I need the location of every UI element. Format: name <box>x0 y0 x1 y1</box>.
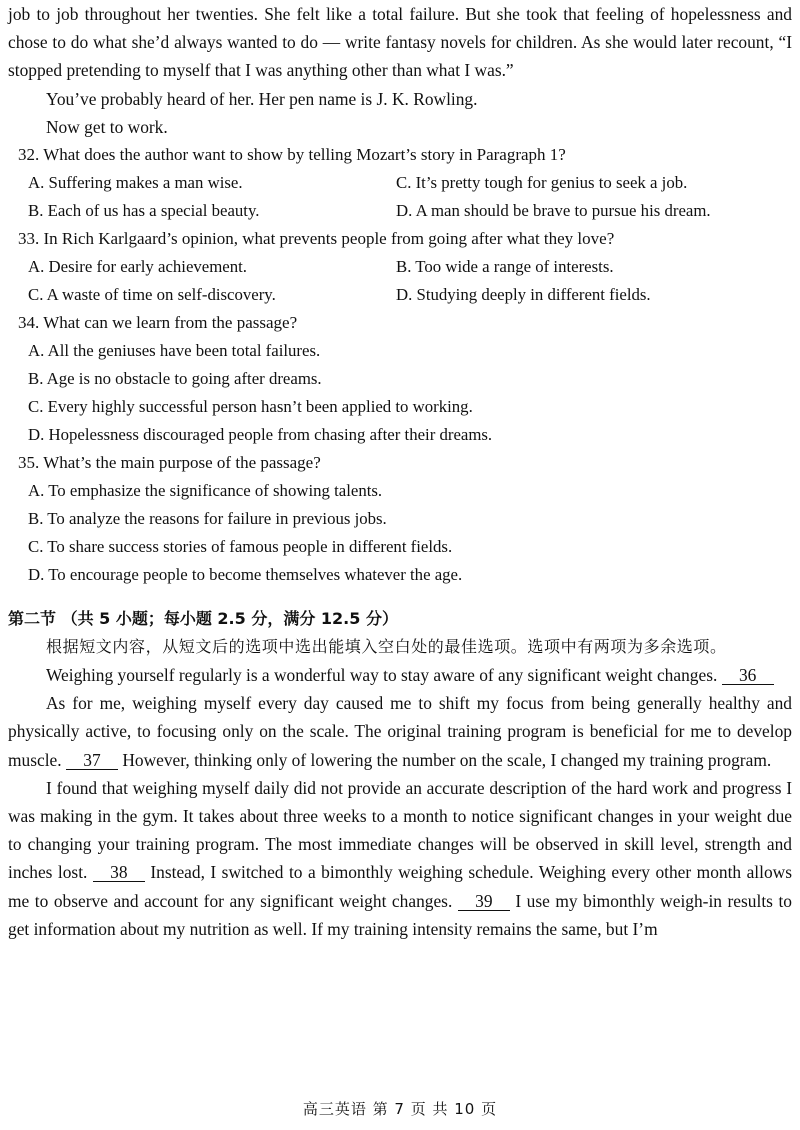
section-2-heading: 第二节 （共 5 小题；每小题 2.5 分，满分 12.5 分） <box>8 609 398 629</box>
question-32-stem: 32. What does the author want to show by telling Mozart’s story in Paragraph 1? <box>18 145 566 165</box>
passage-rowling-line: You’ve probably heard of her. Her pen name is J. K. Rowling. <box>46 88 478 109</box>
question-33-option-a[interactable]: A. Desire for early achievement. <box>28 257 247 277</box>
blank-38[interactable]: 38 <box>93 863 145 882</box>
section-2-instructions: 根据短文内容，从短文后的选项中选出能填入空白处的最佳选项。选项中有两项为多余选项。 <box>46 637 727 657</box>
question-32-option-b[interactable]: B. Each of us has a special beauty. <box>28 201 260 221</box>
question-33-option-c[interactable]: C. A waste of time on self-discovery. <box>28 285 276 305</box>
cloze-p3-text-before: I found that weighing myself daily did not provide an accurate description of the hard work and progress I was making in the gym. It takes about three weeks to a month to notice significant changes in your weight due to changing your training program. The most immediate changes will be observed in skill level, strength and inches lost. <box>8 777 792 883</box>
question-34-option-c[interactable]: C. Every highly successful person hasn’t been applied to working. <box>28 397 473 417</box>
cloze-p2-text-before: As for me, weighing myself every day caused me to shift my focus from being generally healthy and physically active, to focusing only on the scale. The original training program is beneficial for me to develop muscle. <box>8 693 792 770</box>
question-32-option-a[interactable]: A. Suffering makes a man wise. <box>28 173 243 193</box>
question-33-options-row-1 <box>8 253 792 281</box>
page-footer: 高三英语 第 7 页 共 10 页 <box>302 1100 498 1118</box>
question-33-option-b[interactable]: B. Too wide a range of interests. <box>396 257 614 277</box>
passage-closing-line: Now get to work. <box>46 116 168 137</box>
blank-36[interactable]: 36 <box>722 666 774 685</box>
cloze-paragraph-3 <box>8 774 792 943</box>
question-35-option-c[interactable]: C. To share success stories of famous people in different fields. <box>28 537 453 557</box>
question-32-options-row-1 <box>8 169 792 197</box>
question-34-stem: 34. What can we learn from the passage? <box>18 313 298 333</box>
blank-37[interactable]: 37 <box>66 751 118 770</box>
question-34-option-d[interactable]: D. Hopelessness discouraged people from chasing after their dreams. <box>28 425 493 445</box>
cloze-paragraph-1 <box>8 661 792 689</box>
question-35-stem: 35. What’s the main purpose of the passage? <box>18 453 321 473</box>
question-33-options-row-2 <box>8 281 792 309</box>
question-35-option-a[interactable]: A. To emphasize the significance of showing talents. <box>28 481 383 501</box>
question-35-option-b[interactable]: B. To analyze the reasons for failure in previous jobs. <box>28 509 387 529</box>
cloze-p2-text-after: However, thinking only of lowering the number on the scale, I changed my training program. <box>122 749 772 770</box>
question-34-option-b[interactable]: B. Age is no obstacle to going after dreams. <box>28 369 322 389</box>
cloze-p3-text-after: I use my bimonthly weigh-in results to get information about my nutrition as well. If my training intensity remains the same, but I’m <box>8 890 792 939</box>
question-32-options-row-2 <box>8 197 792 225</box>
question-33-stem: 33. In Rich Karlgaard’s opinion, what prevents people from going after what they love? <box>18 229 615 249</box>
passage-ending-paragraph: job to job throughout her twenties. She felt like a total failure. But she took that feeling of hopelessness and chose to do what she’d always wanted to do — write fantasy novels for children. As she would later recount, “I stopped pretending to myself that I was anything other than what I was.” <box>8 4 792 81</box>
question-34-option-a[interactable]: A. All the geniuses have been total failures. <box>28 341 321 361</box>
cloze-p3-text-mid: Instead, I switched to a bimonthly weighing schedule. Weighing every other month allows me to observe and account for any significant weight changes. <box>8 862 792 911</box>
blank-39[interactable]: 39 <box>458 892 510 911</box>
question-35-option-d[interactable]: D. To encourage people to become themselves whatever the age. <box>28 565 463 585</box>
cloze-p1-text: Weighing yourself regularly is a wonderful way to stay aware of any significant weight changes. <box>46 665 718 686</box>
question-33-option-d[interactable]: D. Studying deeply in different fields. <box>396 285 651 305</box>
question-32-option-d[interactable]: D. A man should be brave to pursue his dream. <box>396 201 711 221</box>
question-32-option-c[interactable]: C. It’s pretty tough for genius to seek a job. <box>396 173 688 193</box>
cloze-paragraph-2 <box>8 689 792 774</box>
